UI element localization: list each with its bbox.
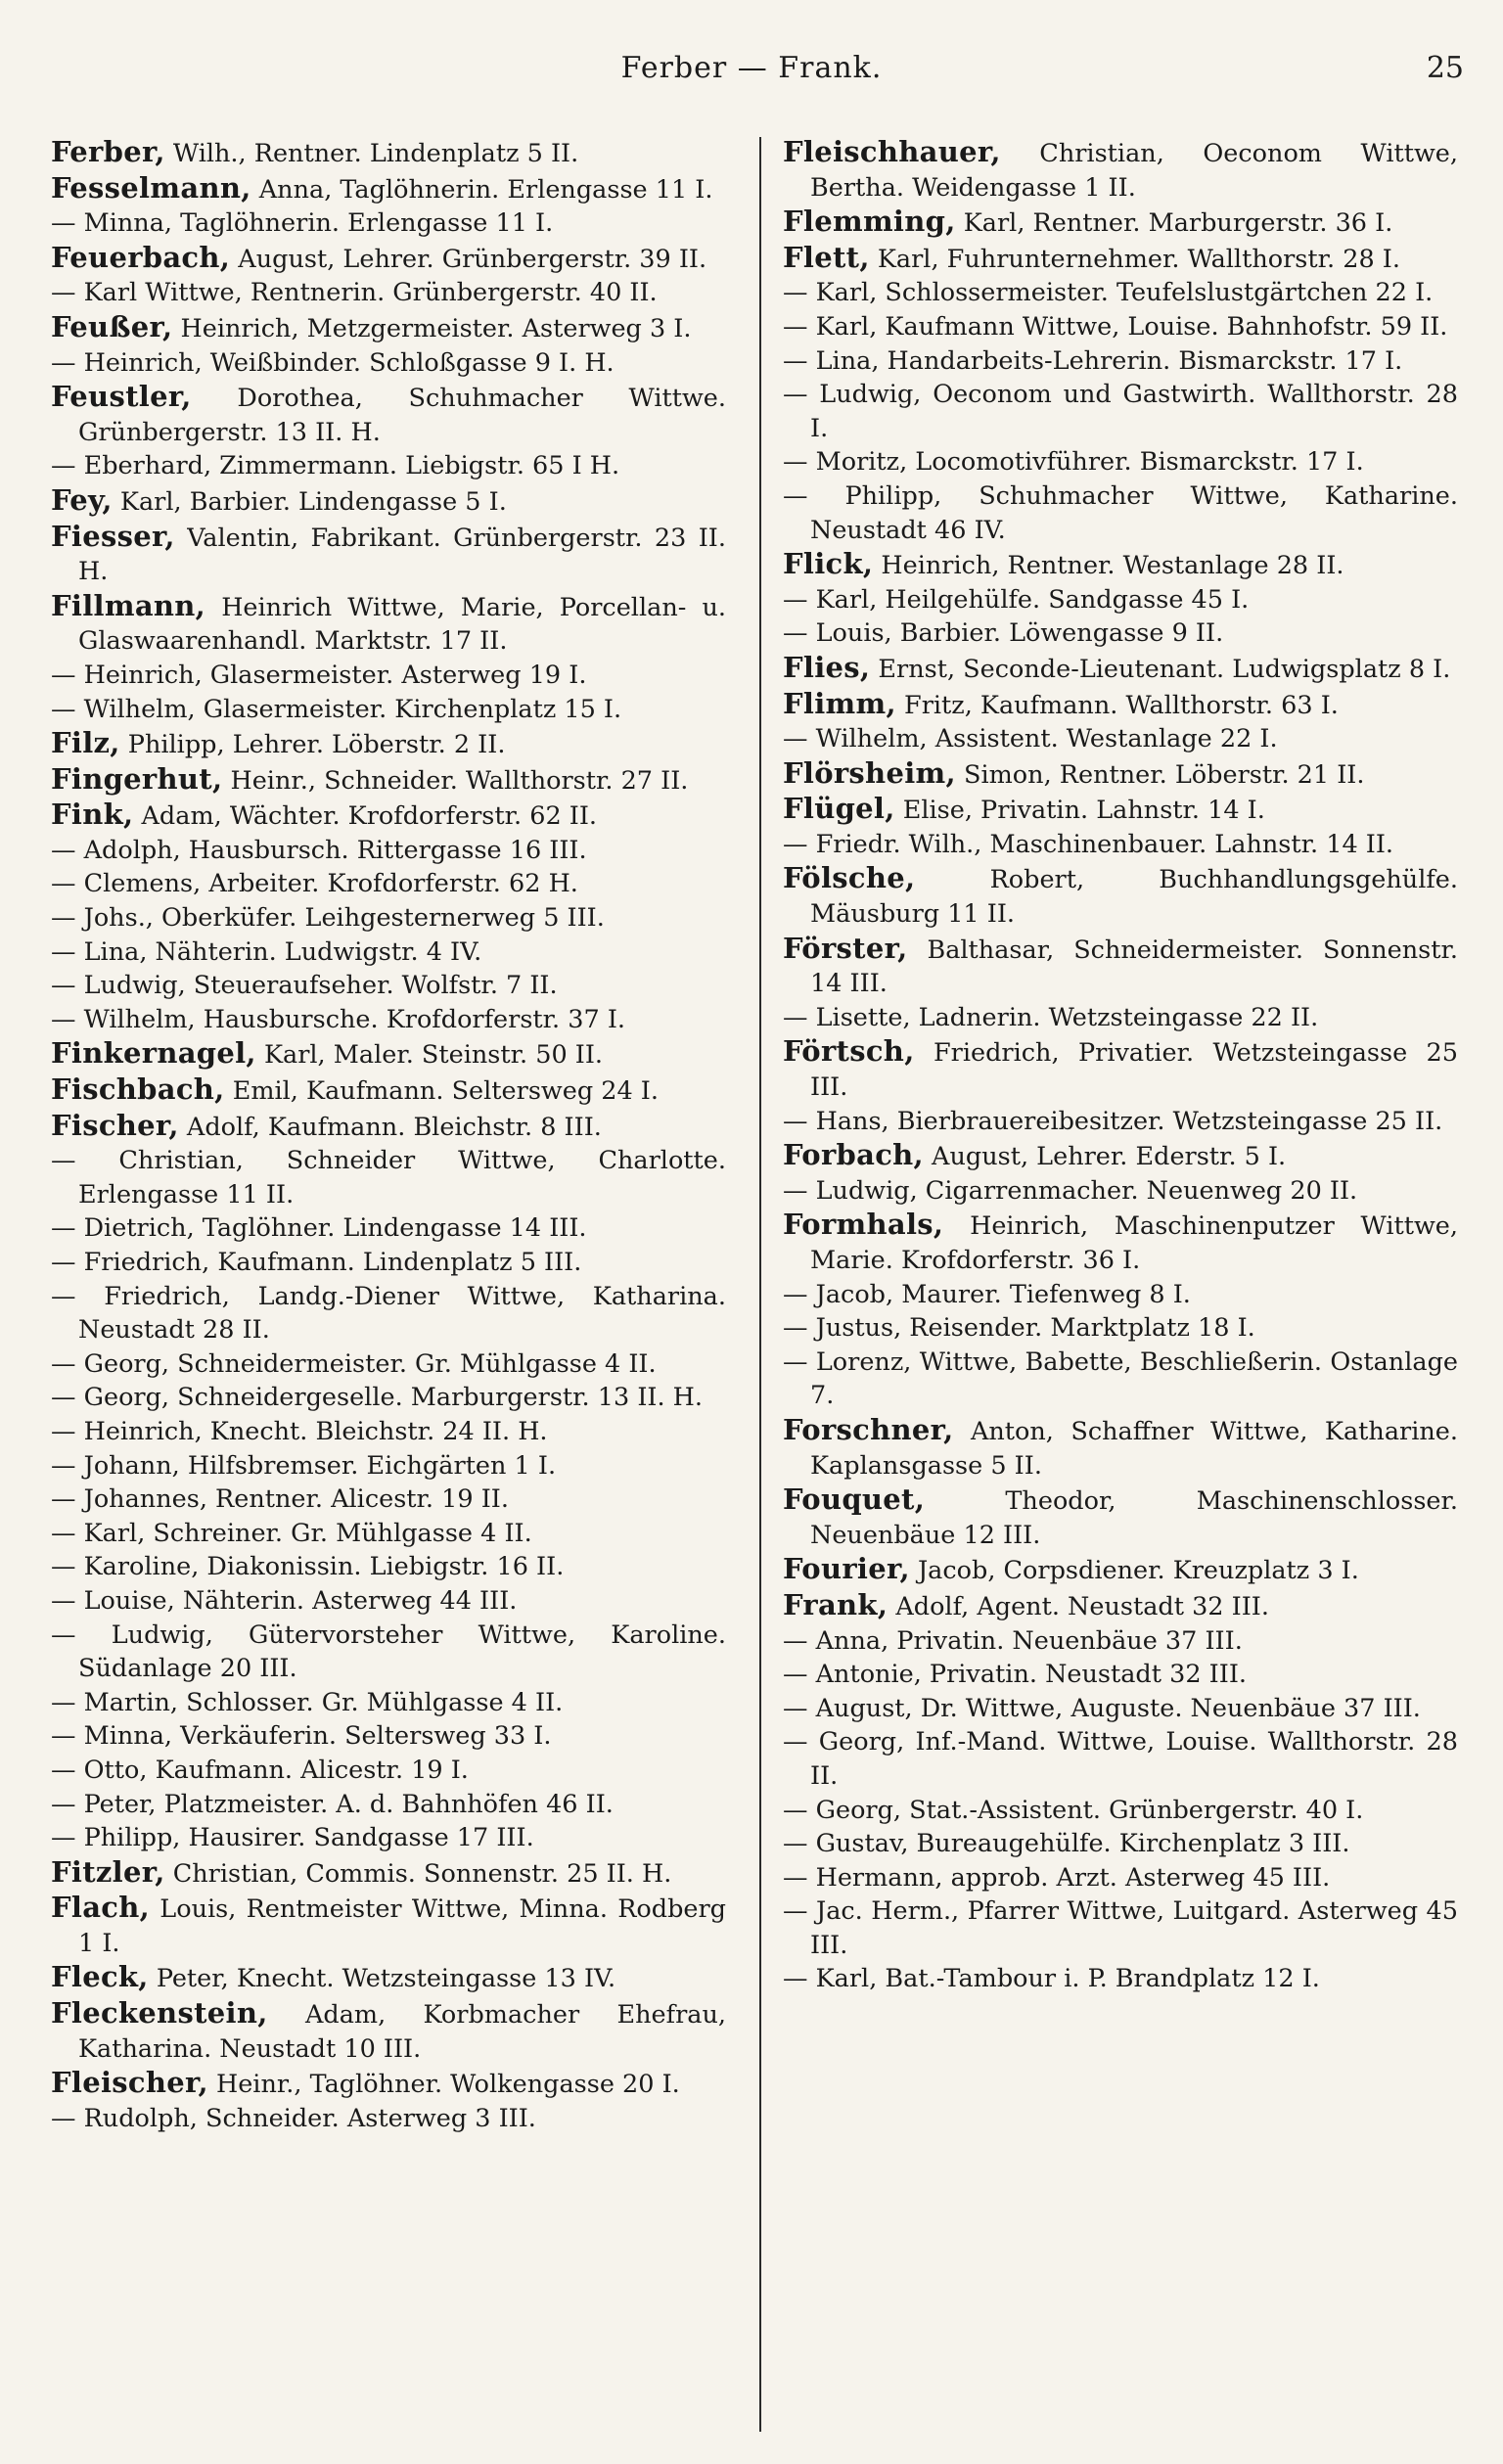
directory-entry bbox=[51, 1821, 726, 1855]
entry-details: Theodor, Maschinenschlosser. Neuenbäue 12 III. bbox=[810, 1486, 1458, 1550]
entry-details: — Anna, Privatin. Neuenbäue 37 III. bbox=[783, 1625, 1243, 1656]
column-divider bbox=[759, 137, 761, 2432]
entry-details: — Johann, Hilfsbremser. Eichgärten 1 I. bbox=[51, 1450, 557, 1481]
entry-details: — Ludwig, Gütervorsteher Wittwe, Karoline. Südanlage 20 III. bbox=[51, 1620, 726, 1684]
entry-details: — Georg, Schneidermeister. Gr. Mühlgasse 4 II. bbox=[51, 1348, 657, 1379]
directory-entry bbox=[783, 1588, 1458, 1624]
entry-surname: Fourier, bbox=[783, 1552, 910, 1586]
directory-entry bbox=[783, 1861, 1458, 1895]
entry-details: August, Lehrer. Ederstr. 5 I. bbox=[923, 1142, 1287, 1172]
entry-details: Heinrich, Rentner. Westanlage 28 II. bbox=[873, 551, 1344, 581]
entry-details: Simon, Rentner. Löberstr. 21 II. bbox=[955, 759, 1365, 790]
directory-entry bbox=[51, 1719, 726, 1754]
entry-details: — Antonie, Privatin. Neustadt 32 III. bbox=[783, 1660, 1247, 1690]
entry-details: Karl, Rentner. Marburgerstr. 36 I. bbox=[955, 208, 1393, 239]
entry-surname: Fouquet, bbox=[783, 1483, 926, 1517]
directory-entry bbox=[783, 1552, 1458, 1588]
entry-details: Robert, Buchhandlungsgehülfe. Mäusburg 11 II. bbox=[810, 865, 1458, 930]
entry-details: — Friedrich, Landg.-Diener Wittwe, Katharina. Neustadt 28 II. bbox=[51, 1281, 726, 1346]
entry-surname: Forschner, bbox=[783, 1412, 954, 1446]
entry-details: — Georg, Schneidergeselle. Marburgerstr. 13 II. H. bbox=[51, 1383, 704, 1413]
directory-entry bbox=[51, 380, 726, 449]
entry-surname: Flügel, bbox=[783, 792, 895, 826]
entry-details: — Lina, Handarbeits-Lehrerin. Bismarckstr. 17 I. bbox=[783, 345, 1403, 376]
entry-details: — Friedr. Wilh., Maschinenbauer. Lahnstr. 14 II. bbox=[783, 829, 1394, 859]
directory-entry bbox=[51, 834, 726, 868]
directory-entry bbox=[783, 1658, 1458, 1692]
entry-surname: Flies, bbox=[783, 650, 871, 684]
directory-entry bbox=[51, 449, 726, 483]
entry-details: — Ludwig, Cigarrenmacher. Neuenweg 20 II. bbox=[783, 1175, 1358, 1206]
entry-details: — Karl, Schlossermeister. Teufelslustgärtchen 22 I. bbox=[783, 278, 1434, 308]
entry-details: — Hans, Bierbrauereibesitzer. Wetzsteingasse 25 II. bbox=[783, 1106, 1443, 1136]
directory-entry bbox=[783, 547, 1458, 583]
entry-surname: Flick, bbox=[783, 547, 874, 581]
directory-entry bbox=[783, 1692, 1458, 1726]
directory-entry bbox=[51, 2066, 726, 2102]
entry-surname: Fingerhut, bbox=[51, 761, 223, 796]
directory-entry bbox=[783, 861, 1458, 931]
directory-entry bbox=[51, 171, 726, 207]
directory-entry bbox=[51, 1754, 726, 1788]
entry-surname: Fey, bbox=[51, 482, 113, 517]
entry-surname: Feuerbach, bbox=[51, 240, 231, 274]
entry-details: — Philipp, Hausirer. Sandgasse 17 III. bbox=[51, 1823, 534, 1853]
directory-entry bbox=[51, 1483, 726, 1517]
directory-entry bbox=[783, 828, 1458, 862]
directory-entry bbox=[51, 762, 726, 799]
entry-details: — Peter, Platzmeister. A. d. Bahnhöfen 46 II. bbox=[51, 1789, 614, 1819]
entry-details: — Jac. Herm., Pfarrer Wittwe, Luitgard. Asterweg 45 III. bbox=[783, 1896, 1458, 1960]
directory-entry bbox=[783, 1105, 1458, 1139]
directory-entry bbox=[51, 1280, 726, 1347]
directory-entry bbox=[783, 479, 1458, 547]
entry-surname: Flett, bbox=[783, 240, 870, 274]
directory-entry bbox=[51, 1686, 726, 1720]
directory-entry bbox=[783, 1794, 1458, 1828]
entry-surname: Förtsch, bbox=[783, 1034, 915, 1069]
entry-details: Adam, Korbmacher Ehefrau, Katharina. Neustadt 10 III. bbox=[78, 2000, 726, 2064]
directory-entry bbox=[51, 798, 726, 834]
entry-details: Wilh., Rentner. Lindenplatz 5 II. bbox=[164, 139, 579, 168]
entry-details: Adam, Wächter. Krofdorferstr. 62 II. bbox=[133, 801, 598, 832]
entry-details: — Otto, Kaufmann. Alicestr. 19 I. bbox=[51, 1755, 469, 1785]
entry-details: Ernst, Seconde-Lieutenant. Ludwigsplatz 8 I. bbox=[870, 654, 1451, 684]
directory-entry bbox=[51, 1246, 726, 1280]
entry-details: — Martin, Schlosser. Gr. Mühlgasse 4 II. bbox=[51, 1687, 564, 1717]
page-number: 25 bbox=[1426, 51, 1464, 85]
entry-surname: Fiesser, bbox=[51, 519, 175, 553]
entry-details: Heinrich, Metzgermeister. Asterweg 3 I. bbox=[172, 313, 692, 343]
directory-entry bbox=[783, 1894, 1458, 1962]
directory-entry bbox=[783, 932, 1458, 1001]
directory-entry bbox=[51, 935, 726, 970]
entry-surname: Filz, bbox=[51, 726, 120, 760]
directory-entry bbox=[51, 206, 726, 241]
directory-entry bbox=[51, 969, 726, 1003]
directory-entry bbox=[51, 1415, 726, 1449]
directory-entry bbox=[51, 1855, 726, 1892]
entry-surname: Feustler, bbox=[51, 380, 192, 414]
entry-details: — Wilhelm, Glasermeister. Kirchenplatz 15 I. bbox=[51, 694, 622, 724]
entry-details: — Karl, Schreiner. Gr. Mühlgasse 4 II. bbox=[51, 1518, 532, 1548]
directory-entry bbox=[783, 722, 1458, 756]
entry-surname: Fleischhauer, bbox=[783, 135, 1001, 168]
entry-details: — Justus, Reisender. Marktplatz 18 I. bbox=[783, 1313, 1255, 1344]
directory-entry bbox=[783, 205, 1458, 241]
entry-details: — Hermann, approb. Arzt. Asterweg 45 III. bbox=[783, 1862, 1331, 1893]
directory-entry bbox=[51, 726, 726, 762]
entry-details: Heinr., Schneider. Wallthorstr. 27 II. bbox=[222, 765, 689, 796]
directory-entry bbox=[783, 1278, 1458, 1312]
entry-details: — Georg, Inf.-Mand. Wittwe, Louise. Wallthorstr. 28 II. bbox=[783, 1727, 1458, 1791]
entry-details: — Friedrich, Kaufmann. Lindenplatz 5 III. bbox=[51, 1248, 582, 1277]
entry-surname: Frank, bbox=[783, 1587, 888, 1621]
entry-details: — Lorenz, Wittwe, Babette, Beschließerin. Ostanlage 7. bbox=[783, 1346, 1458, 1411]
directory-entry bbox=[783, 378, 1458, 445]
directory-entry bbox=[783, 1208, 1458, 1277]
entry-details: — Dietrich, Taglöhner. Lindengasse 14 III. bbox=[51, 1213, 587, 1244]
directory-entry bbox=[783, 687, 1458, 723]
directory-entry bbox=[783, 583, 1458, 617]
directory-entry bbox=[51, 483, 726, 520]
directory-entry bbox=[51, 901, 726, 935]
entry-details: — Jacob, Maurer. Tiefenweg 8 I. bbox=[783, 1279, 1191, 1309]
directory-entry bbox=[783, 616, 1458, 651]
directory-entry bbox=[51, 1788, 726, 1822]
directory-entry bbox=[51, 346, 726, 381]
entry-details: Karl, Maler. Steinstr. 50 II. bbox=[255, 1040, 604, 1071]
entry-details: — Lina, Nähterin. Ludwigstr. 4 IV. bbox=[51, 936, 482, 967]
entry-surname: Finkernagel, bbox=[51, 1036, 256, 1071]
entry-details: — Wilhelm, Assistent. Westanlage 22 I. bbox=[783, 724, 1278, 754]
directory-entry bbox=[51, 1550, 726, 1584]
entry-details: — Louise, Nähterin. Asterweg 44 III. bbox=[51, 1585, 518, 1616]
directory-entry bbox=[51, 1891, 726, 1960]
entry-details: Valentin, Fabrikant. Grünbergerstr. 23 II. H. bbox=[78, 523, 726, 587]
entry-surname: Ferber, bbox=[51, 135, 165, 168]
directory-entry bbox=[783, 1962, 1458, 1996]
entry-details: Christian, Commis. Sonnenstr. 25 II. H. bbox=[164, 1858, 672, 1889]
directory-entry bbox=[51, 1996, 726, 2066]
directory-entry bbox=[783, 1034, 1458, 1104]
entry-surname: Fleckenstein, bbox=[51, 1996, 268, 2031]
directory-entry bbox=[783, 1725, 1458, 1793]
directory-entry bbox=[51, 1144, 726, 1211]
directory-entry bbox=[51, 2102, 726, 2136]
directory-entry bbox=[51, 1381, 726, 1415]
directory-entry bbox=[51, 693, 726, 727]
entry-details: — August, Dr. Wittwe, Auguste. Neuenbäue 37 III. bbox=[783, 1693, 1421, 1723]
entry-details: Jacob, Corpsdiener. Kreuzplatz 3 I. bbox=[909, 1556, 1359, 1586]
entry-details: — Eberhard, Zimmermann. Liebigstr. 65 I H. bbox=[51, 451, 620, 481]
directory-entry bbox=[783, 1001, 1458, 1035]
directory-entry bbox=[783, 1138, 1458, 1174]
entry-details: — Minna, Taglöhnerin. Erlengasse 11 I. bbox=[51, 208, 554, 239]
entry-details: Adolf, Kaufmann. Bleichstr. 8 III. bbox=[178, 1112, 602, 1142]
directory-entry bbox=[783, 445, 1458, 479]
directory-entry bbox=[783, 344, 1458, 379]
entry-details: — Georg, Stat.-Assistent. Grünbergerstr. 40 I. bbox=[783, 1795, 1364, 1825]
entry-details: — Heinrich, Weißbinder. Schloßgasse 9 I. H. bbox=[51, 347, 615, 378]
directory-entry bbox=[51, 1347, 726, 1382]
directory-entry bbox=[51, 1211, 726, 1246]
directory-entry bbox=[51, 1584, 726, 1619]
directory-entry bbox=[51, 520, 726, 589]
entry-surname: Flemming, bbox=[783, 205, 956, 239]
entry-details: Anna, Taglöhnerin. Erlengasse 11 I. bbox=[250, 174, 713, 205]
right-column bbox=[783, 135, 1458, 1996]
entry-surname: Formhals, bbox=[783, 1208, 944, 1242]
entry-surname: Fleischer, bbox=[51, 2066, 208, 2100]
entry-details: — Minna, Verkäuferin. Seltersweg 33 I. bbox=[51, 1721, 552, 1752]
entry-details: Emil, Kaufmann. Seltersweg 24 I. bbox=[224, 1076, 659, 1107]
entry-details: — Gustav, Bureaugehülfe. Kirchenplatz 3 III. bbox=[783, 1829, 1350, 1859]
entry-details: — Louis, Barbier. Löwengasse 9 II. bbox=[783, 618, 1224, 649]
entry-details: — Heinrich, Knecht. Bleichstr. 24 II. H. bbox=[51, 1416, 548, 1446]
entry-details: Anton, Schaffner Wittwe, Katharine. Kaplansgasse 5 II. bbox=[810, 1416, 1458, 1481]
left-column bbox=[51, 135, 726, 2135]
entry-surname: Fischer, bbox=[51, 1108, 179, 1142]
directory-entry bbox=[51, 589, 726, 659]
entry-details: — Karl, Bat.-Tambour i. P. Brandplatz 12 I. bbox=[783, 1964, 1320, 1994]
directory-entry bbox=[51, 1619, 726, 1686]
entry-details: Philipp, Lehrer. Löberstr. 2 II. bbox=[119, 730, 506, 760]
entry-surname: Flimm, bbox=[783, 686, 896, 720]
entry-details: Karl, Barbier. Lindengasse 5 I. bbox=[112, 486, 507, 517]
entry-surname: Flach, bbox=[51, 1891, 151, 1925]
directory-entry bbox=[783, 1413, 1458, 1483]
entry-details: Adolf, Agent. Neustadt 32 III. bbox=[888, 1591, 1269, 1621]
entry-details: Karl, Fuhrunternehmer. Wallthorstr. 28 I. bbox=[869, 244, 1400, 274]
directory-entry bbox=[783, 276, 1458, 310]
directory-entry bbox=[783, 310, 1458, 344]
entry-details: — Moritz, Locomotivführer. Bismarckstr. 17 I. bbox=[783, 447, 1364, 478]
directory-entry bbox=[783, 241, 1458, 277]
entry-details: Elise, Privatin. Lahnstr. 14 I. bbox=[894, 796, 1265, 826]
entry-details: Christian, Oeconom Wittwe, Bertha. Weidengasse 1 II. bbox=[810, 139, 1458, 203]
entry-details: Balthasar, Schneidermeister. Sonnenstr. 14 III. bbox=[810, 935, 1458, 999]
directory-entry bbox=[783, 1624, 1458, 1659]
entry-surname: Forbach, bbox=[783, 1138, 924, 1172]
entry-details: Heinr., Taglöhner. Wolkengasse 20 I. bbox=[207, 2070, 680, 2100]
entry-surname: Fesselmann, bbox=[51, 170, 251, 205]
directory-entry bbox=[51, 659, 726, 693]
entry-details: — Ludwig, Steueraufseher. Wolfstr. 7 II. bbox=[51, 971, 558, 1001]
entry-details: — Wilhelm, Hausbursche. Krofdorferstr. 37 I. bbox=[51, 1004, 625, 1034]
entry-surname: Fölsche, bbox=[783, 861, 916, 895]
directory-entry bbox=[51, 1517, 726, 1551]
entry-surname: Flörsheim, bbox=[783, 755, 956, 790]
entry-surname: Fleck, bbox=[51, 1960, 149, 1994]
directory-entry bbox=[51, 1003, 726, 1037]
entry-surname: Fink, bbox=[51, 798, 134, 832]
directory-entry bbox=[51, 1449, 726, 1483]
directory-entry bbox=[51, 1960, 726, 1996]
entry-details: Louis, Rentmeister Wittwe, Minna. Rodberg 1 I. bbox=[78, 1894, 726, 1958]
directory-entry bbox=[51, 310, 726, 346]
directory-entry bbox=[51, 1072, 726, 1109]
entry-details: Peter, Knecht. Wetzsteingasse 13 IV. bbox=[148, 1964, 616, 1994]
entry-details: — Christian, Schneider Wittwe, Charlotte. Erlengasse 11 II. bbox=[51, 1146, 726, 1209]
directory-entry bbox=[51, 135, 726, 171]
entry-details: — Karl Wittwe, Rentnerin. Grünbergerstr. 40 II. bbox=[51, 278, 658, 308]
directory-entry bbox=[783, 1311, 1458, 1346]
entry-details: Fritz, Kaufmann. Wallthorstr. 63 I. bbox=[895, 690, 1339, 720]
entry-details: August, Lehrer. Grünbergerstr. 39 II. bbox=[230, 244, 707, 274]
directory-entry bbox=[783, 1346, 1458, 1413]
entry-details: — Ludwig, Oeconom und Gastwirth. Wallthorstr. 28 I. bbox=[783, 380, 1458, 443]
page-header bbox=[0, 51, 1503, 100]
entry-details: — Johs., Oberküfer. Leihgesternerweg 5 III. bbox=[51, 903, 605, 934]
directory-entry bbox=[51, 276, 726, 310]
entry-details: — Heinrich, Glasermeister. Asterweg 19 I. bbox=[51, 660, 587, 690]
directory-entry bbox=[783, 756, 1458, 793]
entry-details: — Karl, Kaufmann Wittwe, Louise. Bahnhofstr. 59 II. bbox=[783, 311, 1448, 342]
entry-details: — Philipp, Schuhmacher Wittwe, Katharine. Neustadt 46 IV. bbox=[783, 480, 1458, 545]
entry-details: — Karoline, Diakonissin. Liebigstr. 16 II. bbox=[51, 1552, 565, 1582]
entry-details: — Clemens, Arbeiter. Krofdorferstr. 62 H. bbox=[51, 869, 578, 899]
directory-entry bbox=[783, 792, 1458, 828]
entry-surname: Fitzler, bbox=[51, 1854, 165, 1889]
directory-entry bbox=[783, 651, 1458, 687]
entry-details: Friedrich, Privatier. Wetzsteingasse 25 III. bbox=[810, 1038, 1458, 1103]
entry-details: — Adolph, Hausbursch. Rittergasse 16 III. bbox=[51, 835, 587, 865]
entry-surname: Fillmann, bbox=[51, 588, 206, 622]
entry-details: Dorothea, Schuhmacher Wittwe. Grünbergerstr. 13 II. H. bbox=[78, 384, 726, 447]
entry-surname: Förster, bbox=[783, 931, 908, 965]
directory-entry bbox=[783, 1174, 1458, 1209]
entry-details: — Rudolph, Schneider. Asterweg 3 III. bbox=[51, 2103, 536, 2133]
directory-entry bbox=[783, 1483, 1458, 1552]
entry-surname: Fischbach, bbox=[51, 1072, 225, 1107]
directory-entry bbox=[51, 1036, 726, 1072]
entry-details: Heinrich, Maschinenputzer Wittwe, Marie. Krofdorferstr. 36 I. bbox=[810, 1211, 1458, 1275]
entry-details: — Lisette, Ladnerin. Wetzsteingasse 22 II. bbox=[783, 1002, 1319, 1032]
directory-entry bbox=[783, 135, 1458, 205]
entry-details: Heinrich Wittwe, Marie, Porcellan- u. Glaswaarenhandl. Marktstr. 17 II. bbox=[78, 592, 726, 657]
entry-details: — Johannes, Rentner. Alicestr. 19 II. bbox=[51, 1484, 509, 1515]
directory-entry bbox=[51, 867, 726, 901]
entry-surname: Feußer, bbox=[51, 309, 173, 343]
directory-entry bbox=[51, 1109, 726, 1145]
entry-details: — Karl, Heilgehülfe. Sandgasse 45 I. bbox=[783, 584, 1250, 615]
running-title: Ferber — Frank. bbox=[620, 51, 883, 85]
directory-entry bbox=[51, 241, 726, 277]
directory-entry bbox=[783, 1827, 1458, 1861]
